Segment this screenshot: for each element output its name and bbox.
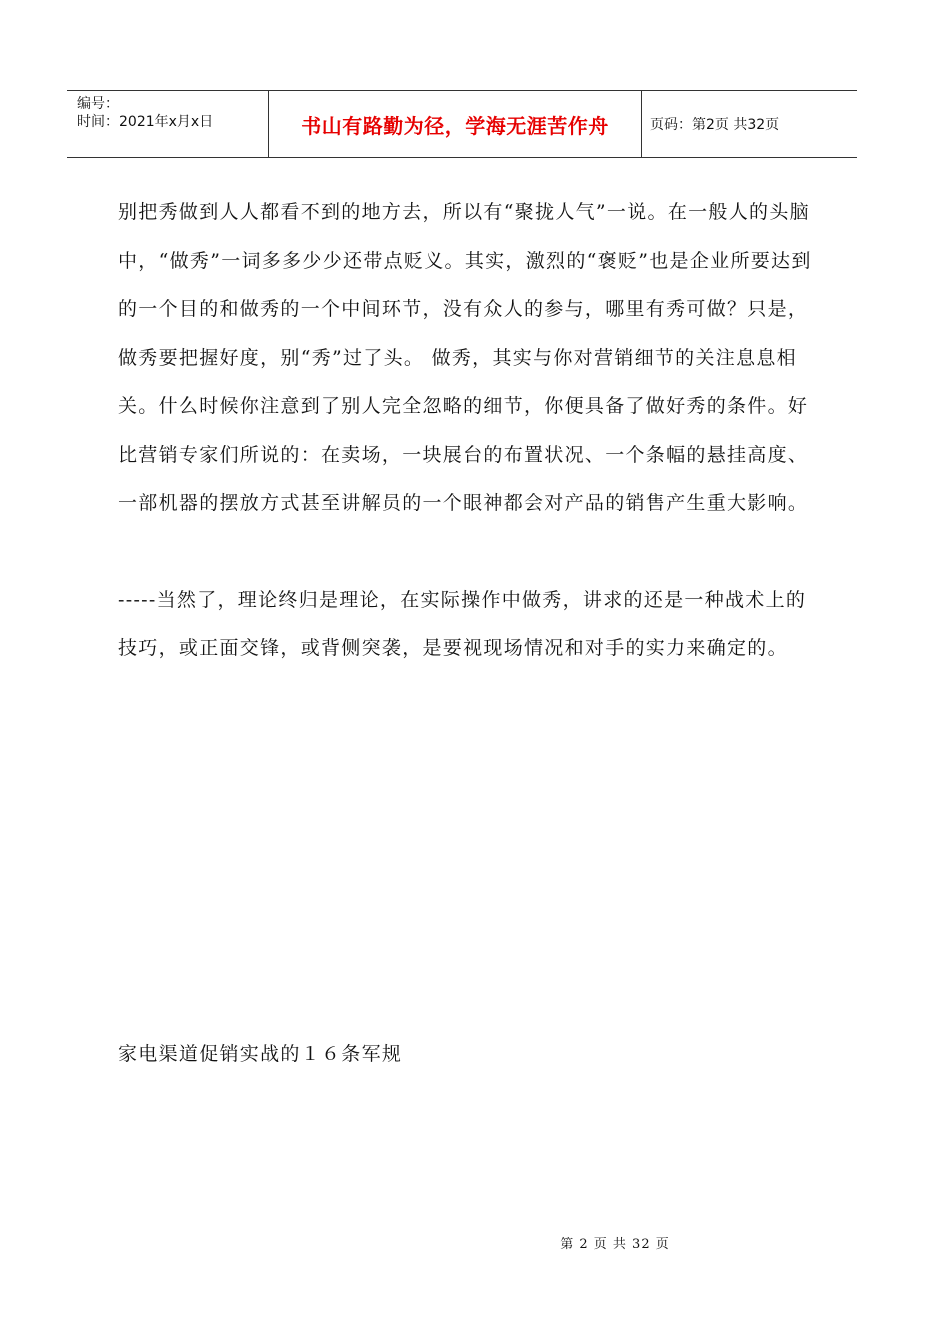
page-footer: 第 2 页 共 32 页 <box>560 1237 670 1252</box>
document-body <box>118 188 818 673</box>
section-heading: 家电渠道促销实战的１６条军规 <box>118 1043 403 1065</box>
body-paragraph-2: -----当然了，理论终归是理论，在实际操作中做秀，讲求的还是一种战术上的技巧，或正面交锋，或背侧突袭，是要视现场情况和对手的实力来确定的。 <box>118 588 807 659</box>
header-motto: 书山有路勤为径，学海无涯苦作舟 <box>269 91 642 157</box>
paragraph-spacer <box>118 528 818 576</box>
page-header <box>67 90 857 158</box>
document-number-label: 编号： <box>77 96 119 112</box>
header-meta <box>67 91 269 157</box>
body-paragraph-1: 别把秀做到人人都看不到的地方去，所以有“聚拢人气”一说。在一般人的头脑中，“做秀”一词多多少少还带点贬义。其实，激烈的“褒贬”也是企业所要达到的一个目的和做秀的一个中间环节，没有众人的参与，哪里有秀可做？只是，做秀要把握好度，别“秀”过了头。 做秀，其实与你对营销细节的关注息息相关。什么时候你注意到了别人完全忽略的细节，你便具备了做好秀的条件。好比营销专家们所说的：在卖场，一块展台的布置状况、一个条幅的悬挂高度、一部机器的摆放方式甚至讲解员的一个眼神都会对产品的销售产生重大影响。 <box>118 201 812 514</box>
document-time-label: 时间：2021年x月x日 <box>77 114 214 130</box>
header-page-info: 页码：第2页 共32页 <box>650 117 780 133</box>
